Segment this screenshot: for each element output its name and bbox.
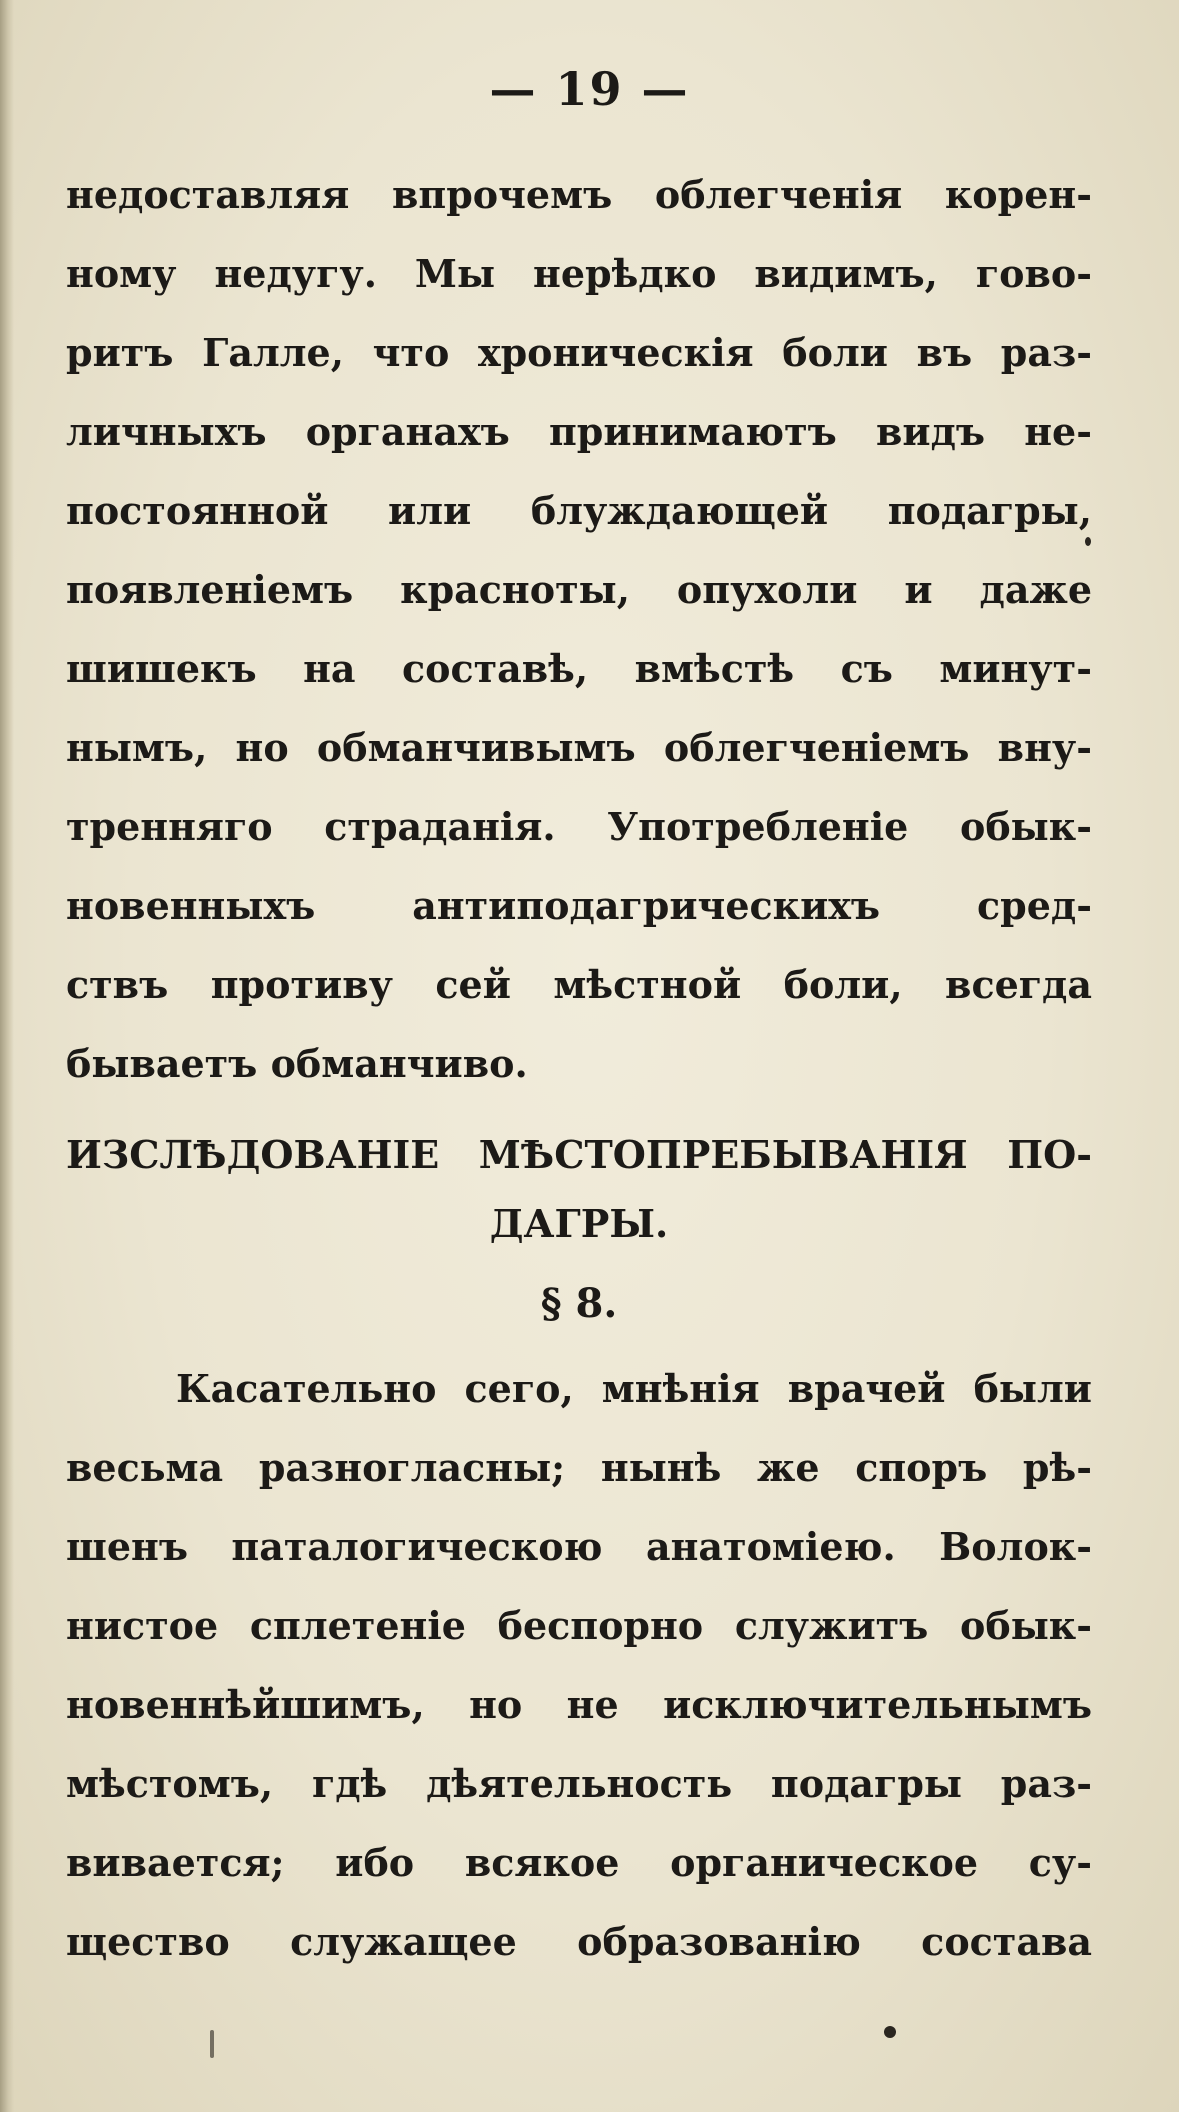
text-line: шенъ паталогическою анатоміею. Волок-: [66, 1524, 1092, 1569]
text-line: личныхъ органахъ принимаютъ видъ не-: [66, 409, 1092, 454]
page-number: — 19 —: [489, 62, 690, 116]
text-line: щество служащее образованію состава: [66, 1919, 1092, 1964]
text-block: [66, 155, 1092, 1981]
text-line: появленіемъ красноты, опухоли и даже: [66, 567, 1092, 612]
heading-line-2: ДАГРЫ.: [489, 1201, 669, 1246]
text-line: Касательно сего, мнѣнія врачей были: [176, 1366, 1092, 1411]
ink-speck: [1085, 537, 1091, 546]
page-binding-edge: [0, 0, 14, 2112]
text-line: бываетъ обманчиво.: [66, 1041, 528, 1086]
paragraph-2: [66, 1349, 1092, 1981]
heading-line-1: ИЗСЛѢДОВАНІЕ МѢСТОПРЕБЫВАНІЯ ПО-: [66, 1132, 1092, 1177]
text-line: ному недугу. Мы нерѣдко видимъ, гово-: [66, 251, 1092, 296]
section-number: § 8.: [540, 1280, 618, 1327]
text-line: мѣстомъ, гдѣ дѣятельность подагры раз-: [66, 1761, 1092, 1806]
text-line: постоянной или блуждающей подагры,: [66, 488, 1092, 533]
text-line: новенныхъ антиподагрическихъ сред-: [66, 883, 1092, 928]
text-line: ритъ Галле, что хроническія боли въ раз-: [66, 330, 1092, 375]
text-line: нымъ, но обманчивымъ облегченіемъ вну-: [66, 725, 1092, 770]
text-line: вивается; ибо всякое органическое су-: [66, 1840, 1092, 1885]
ink-speck: [210, 2030, 214, 2058]
text-line: нистое сплетеніе беспорно служитъ обык-: [66, 1603, 1092, 1648]
text-line: шишекъ на составѣ, вмѣстѣ съ минут-: [66, 646, 1092, 691]
ink-speck: [884, 2026, 896, 2038]
text-line: ствъ противу сей мѣстной боли, всегда: [66, 962, 1092, 1007]
text-line: тренняго страданія. Употребленіе обык-: [66, 804, 1092, 849]
text-line: новеннѣйшимъ, но не исключительнымъ: [66, 1682, 1092, 1727]
text-line: недоставляя впрочемъ облегченія корен-: [66, 172, 1092, 217]
section-heading: [66, 1121, 1092, 1259]
text-line: весьма разногласны; нынѣ же споръ рѣ-: [66, 1445, 1092, 1490]
paragraph-1: [66, 155, 1092, 1103]
